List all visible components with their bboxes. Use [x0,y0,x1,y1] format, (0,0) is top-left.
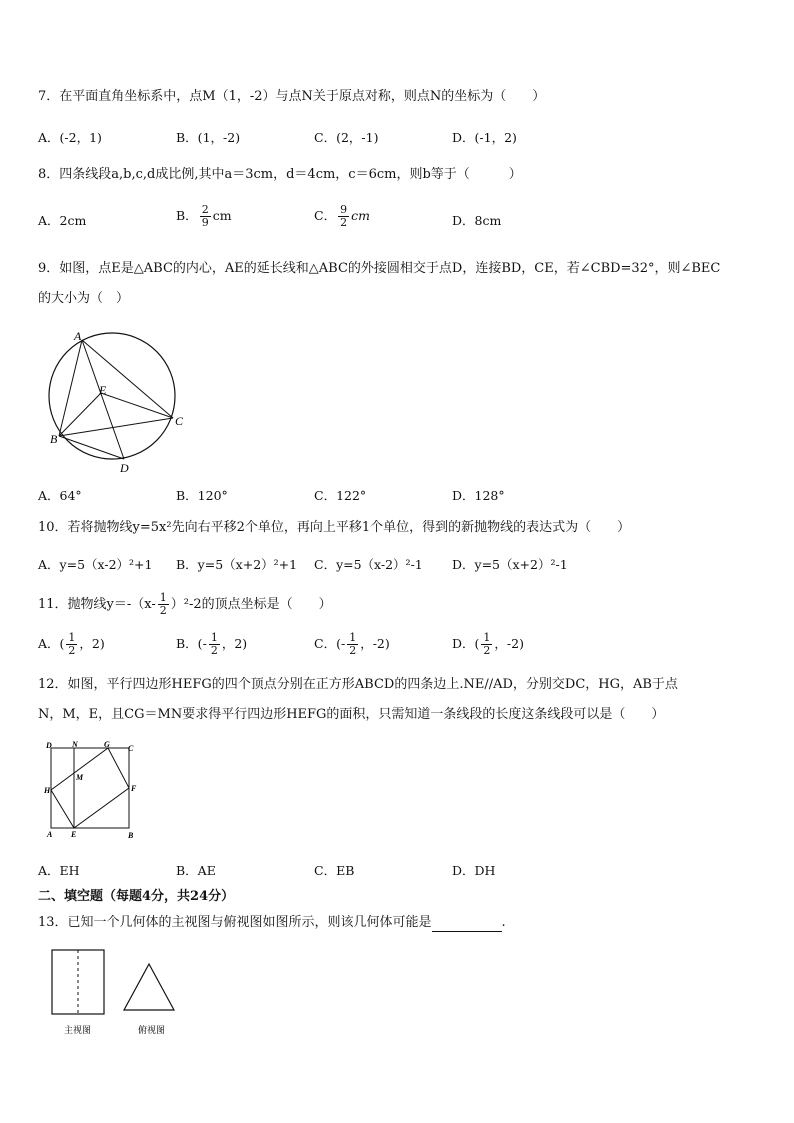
label-b: B [50,432,58,446]
q10-option-a: A．y=5（x-2）²+1 [38,557,153,572]
label-c: C [175,414,184,428]
label-d: D [120,461,129,475]
q13-views-figure [44,944,184,1040]
q8-stem: 8．四条线段a,b,c,d成比例,其中a＝3cm，d＝4cm，c＝6cm，则b等于（ ） [38,167,522,182]
label-n: N [72,740,78,749]
label-b: B [128,831,134,840]
q10-stem: 10．若将抛物线y=5x²先向右平移2个单位，再向上平移1个单位，得到的新抛物线的表达式为（ ） [38,520,631,535]
label-d: D [46,741,52,750]
q9-circle-figure [44,328,194,476]
q9-option-b: B．120° [176,488,228,503]
q11-c-fraction: $\frac{1}{2}$ [349,631,357,657]
label-c: C [128,744,134,753]
q12-stem-line1: 12．如图，平行四边形HEFG的四个顶点分别在正方形ABCD的四条边上.NE//AD，分别交DC，HG，AB于点 [38,677,678,692]
q11-b-fraction: $\frac{1}{2}$ [210,631,218,657]
q10-option-c: C．y=5（x-2）²-1 [314,557,423,572]
q12-option-b: B．AE [176,863,216,878]
q12-option-d: D．DH [452,863,496,878]
q8-option-b: B． $\frac{2}{9}$ cm [176,203,232,229]
q11-option-c: C．(- $\frac{1}{2}$ ，-2) [314,631,390,657]
q9-stem-line2: 的大小为（ ） [38,291,130,306]
q8-option-a: A．2cm [38,213,87,228]
square-and-parallelogram [51,748,129,828]
q7-option-d: D．(-1，2) [452,130,517,145]
q7-option-a: A．(-2，1) [38,130,102,145]
label-e: E [99,383,107,397]
q11-stem-fraction: $\frac{1}{2}$ [159,591,167,617]
q9-option-d: D．128° [452,488,505,503]
top-view-label: 俯视图 [138,1026,166,1036]
label-m: M [76,773,84,782]
label-f: F [131,784,137,793]
q7-stem: 7．在平面直角坐标系中，点M（1，-2）与点N关于原点对称，则点N的坐标为（ ） [38,89,546,104]
q8-option-d: D．8cm [452,213,502,228]
label-a: A [47,830,53,839]
q8-b-fraction: $\frac{2}{9}$ [201,203,209,229]
q13-stem: 13．已知一个几何体的主视图与俯视图如图所示，则该几何体可能是 . [38,915,506,930]
q11-d-fraction: $\frac{1}{2}$ [483,631,491,657]
label-e: E [71,830,77,839]
q11-a-fraction: $\frac{1}{2}$ [68,631,76,657]
q11-option-b: B．(- $\frac{1}{2}$ ，2) [176,631,248,657]
q8-c-fraction: $\frac{9}{2}$ [340,203,348,229]
q10-option-b: B．y=5（x+2）²+1 [176,557,298,572]
q9-stem-line1: 9．如图，点E是△ABC的内心，AE的延长线和△ABC的外接圆相交于点D，连接BD，CE，若∠CBD=32°，则∠BEC [38,261,721,276]
q9-option-c: C．122° [314,488,367,503]
q12-square-figure [42,738,152,842]
q7-option-c: C．(2，-1) [314,130,379,145]
q8-option-c: C． $\frac{9}{2}$ cm [314,203,370,229]
answer-blank[interactable] [432,919,502,932]
q12-option-a: A．EH [38,863,80,878]
q11-stem: 11．抛物线y＝-（x- $\frac{1}{2}$ ）²-2的顶点坐标是（ ） [38,591,332,617]
q11-option-a: A．( $\frac{1}{2}$ ，2) [38,631,105,657]
q10-option-d: D．y=5（x+2）²-1 [452,557,568,572]
label-a: A [74,329,82,343]
q12-option-c: C．EB [314,863,355,878]
circumcircle [49,333,175,459]
q9-option-a: A．64° [38,488,82,503]
label-h: H [44,786,51,795]
front-view-label: 主视图 [64,1026,92,1036]
q12-stem-line2: N，M，E，且CG＝MN要求得平行四边形HEFG的面积，只需知道一条线段的长度这条线段可以是（ ） [38,707,665,722]
q11-option-d: D．( $\frac{1}{2}$ ，-2) [452,631,524,657]
section-heading: 二、填空题（每题4分，共24分） [38,889,235,904]
q7-option-b: B．(1，-2) [176,130,241,145]
label-g: G [104,740,110,749]
top-view-triangle [124,964,174,1010]
